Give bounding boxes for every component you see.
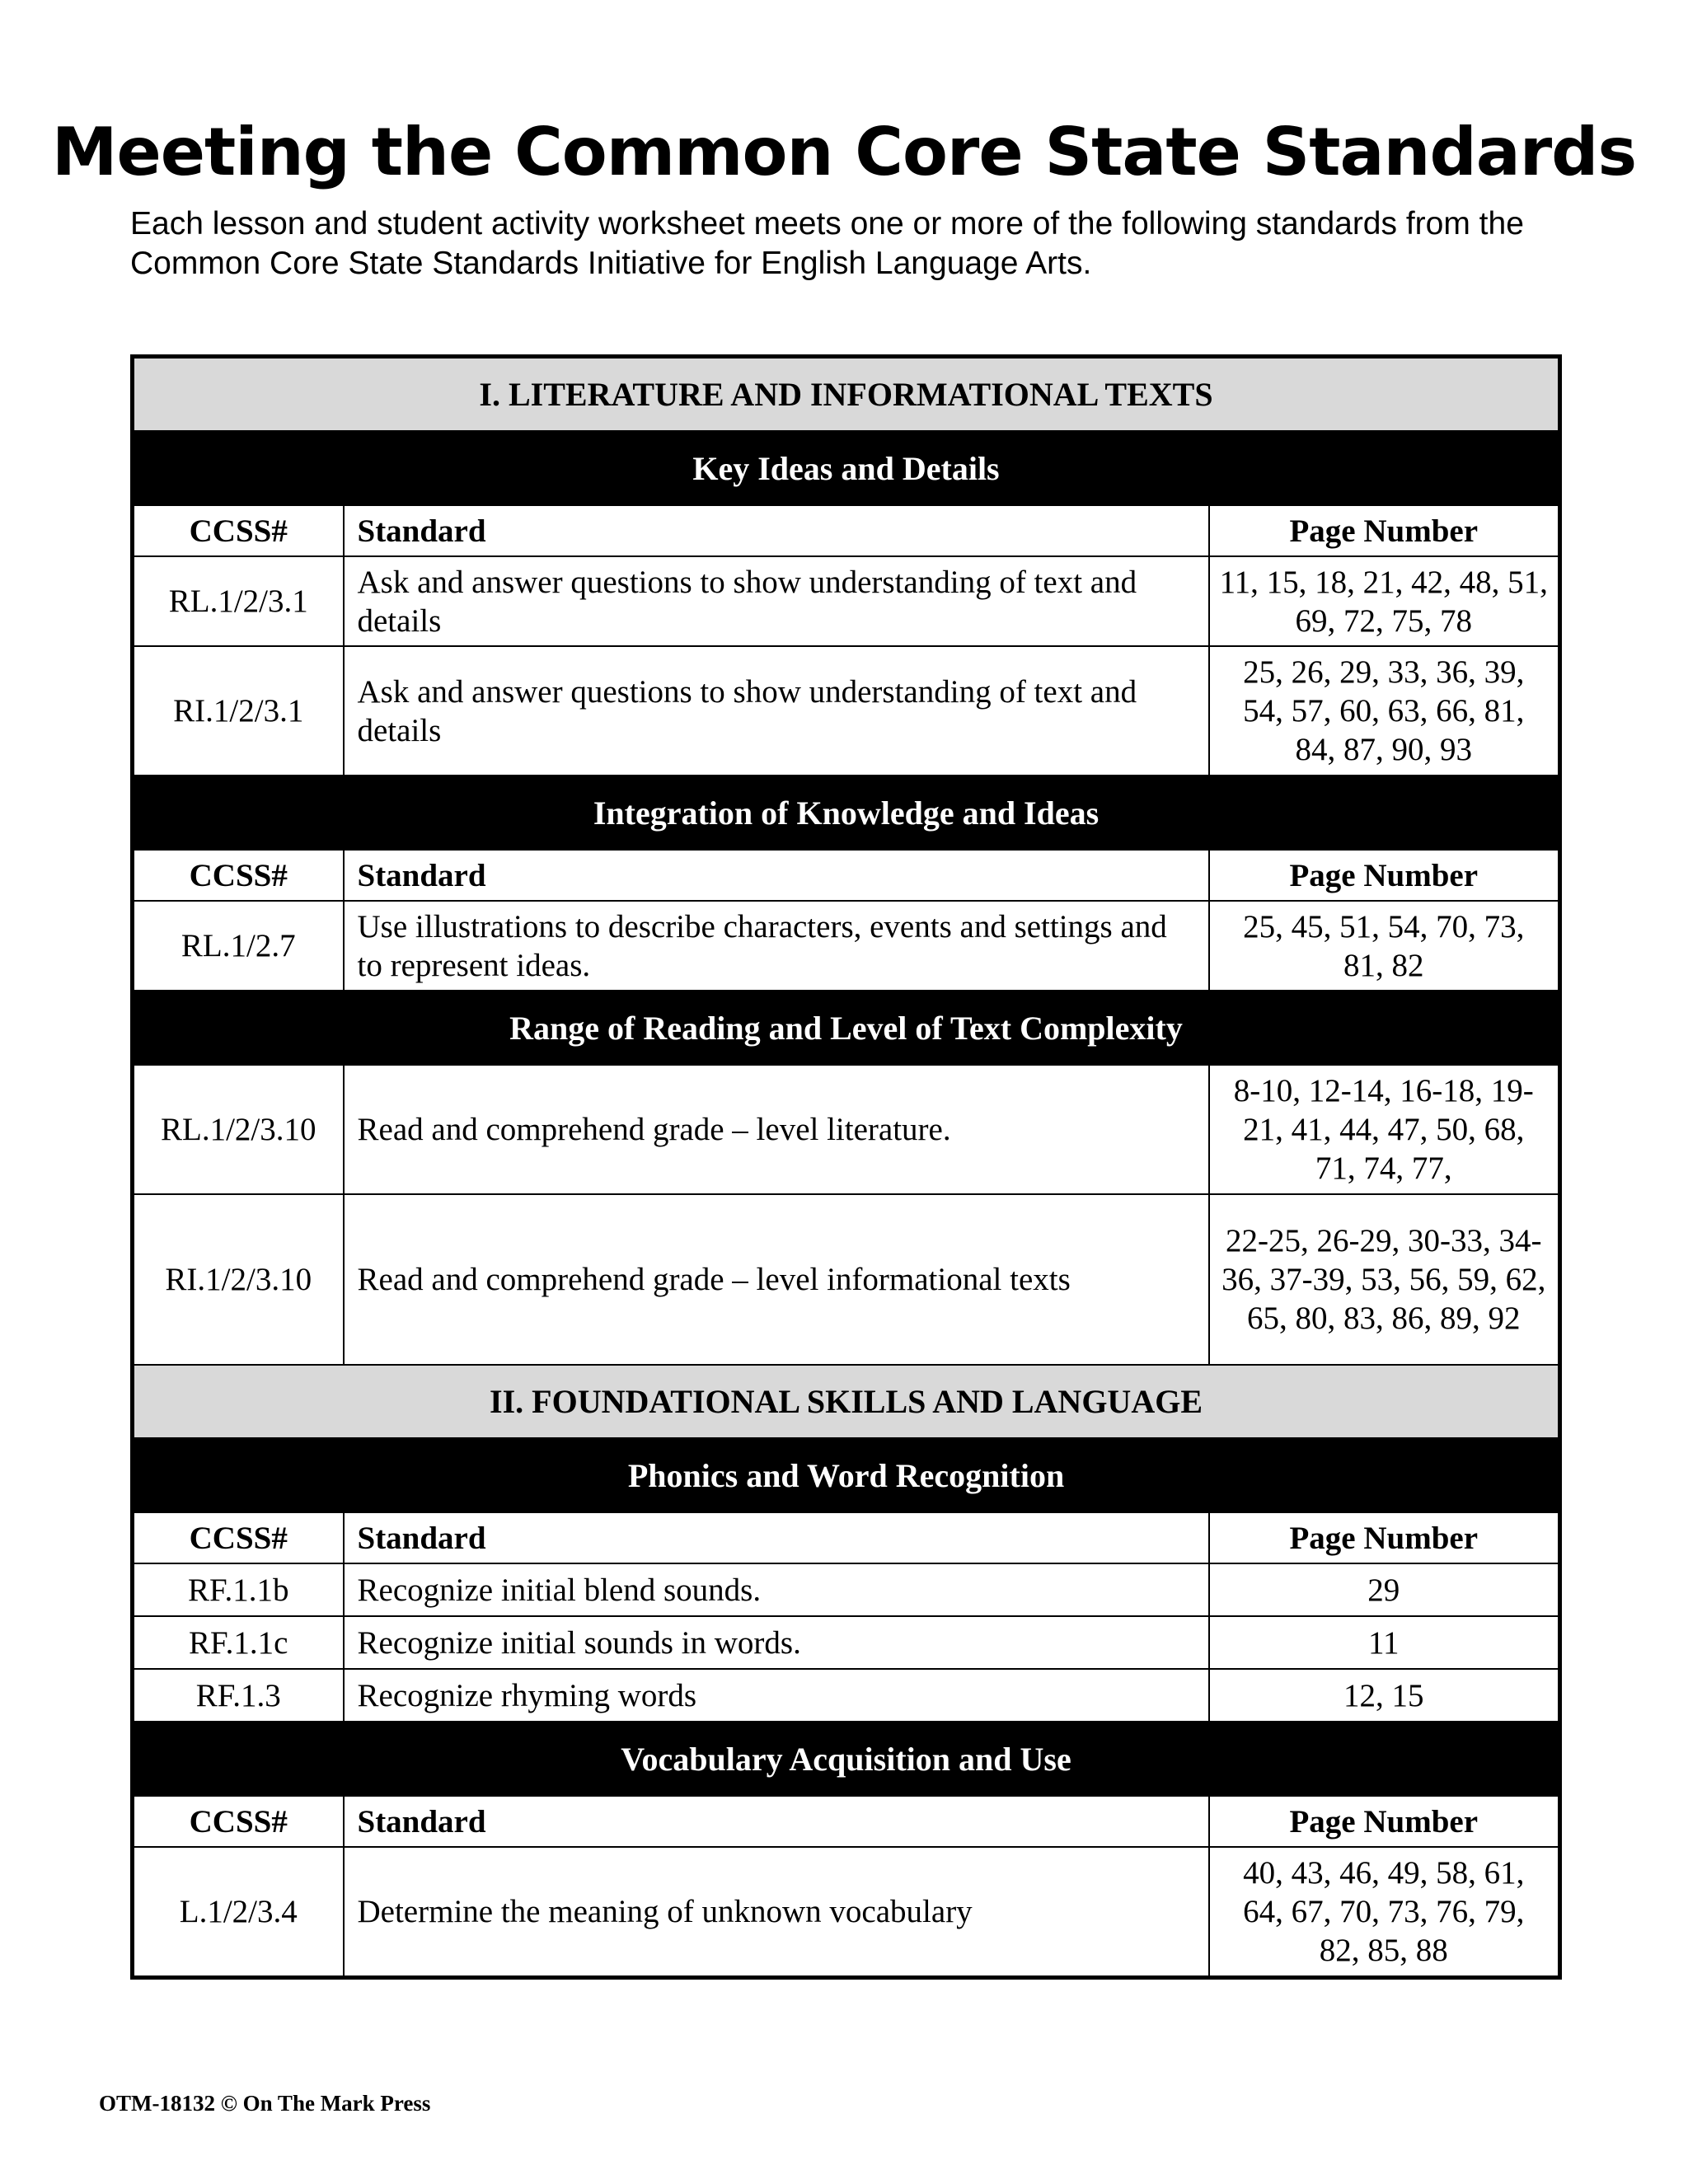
column-header-page: Page Number: [1209, 850, 1560, 901]
column-header-page: Page Number: [1209, 505, 1560, 556]
standard-cell: Recognize rhyming words: [344, 1669, 1209, 1722]
table-row: [133, 1669, 1560, 1722]
column-header-ccss: CCSS#: [133, 850, 344, 901]
table-row: [133, 1616, 1560, 1669]
group-header: [133, 1722, 1560, 1796]
group-title: Integration of Knowledge and Ideas: [133, 776, 1560, 850]
table-row: [133, 1563, 1560, 1616]
column-header-standard: Standard: [344, 850, 1209, 901]
ccss-cell: RL.1/2.7: [133, 901, 344, 991]
pages-cell: 12, 15: [1209, 1669, 1560, 1722]
table-row: [133, 556, 1560, 646]
table-row: [133, 1194, 1560, 1365]
part-header: [133, 357, 1560, 432]
part-title: I. LITERATURE AND INFORMATIONAL TEXTS: [133, 357, 1560, 432]
column-header-page: Page Number: [1209, 1796, 1560, 1847]
group-header: [133, 776, 1560, 850]
pages-cell: 29: [1209, 1563, 1560, 1616]
group-title: Key Ideas and Details: [133, 431, 1560, 505]
page-title: Meeting the Common Core State Standards: [51, 114, 1637, 190]
column-header-row: [133, 850, 1560, 901]
intro-paragraph: Each lesson and student activity worksheet meets one or more of the following standards from the Common Core State Standards Initiative for English Language Arts.: [130, 206, 1524, 281]
column-header-standard: Standard: [344, 1512, 1209, 1563]
table-row: [133, 1847, 1560, 1978]
pages-cell: 40, 43, 46, 49, 58, 61, 64, 67, 70, 73, 76, 79, 82, 85, 88: [1209, 1847, 1560, 1978]
standard-cell: Use illustrations to describe characters, events and settings and to represent ideas.: [344, 901, 1209, 991]
standard-cell: Ask and answer questions to show understanding of text and details: [344, 646, 1209, 776]
group-header: [133, 991, 1560, 1065]
column-header-page: Page Number: [1209, 1512, 1560, 1563]
table-row: [133, 1065, 1560, 1194]
column-header-row: [133, 1796, 1560, 1847]
standard-cell: Recognize initial sounds in words.: [344, 1616, 1209, 1669]
pages-cell: 22-25, 26-29, 30-33, 34-36, 37-39, 53, 56, 59, 62, 65, 80, 83, 86, 89, 92: [1209, 1194, 1560, 1365]
ccss-cell: L.1/2/3.4: [133, 1847, 344, 1978]
standard-cell: Read and comprehend grade – level literature.: [344, 1065, 1209, 1194]
group-title: Vocabulary Acquisition and Use: [133, 1722, 1560, 1796]
part-title: II. FOUNDATIONAL SKILLS AND LANGUAGE: [133, 1365, 1560, 1438]
standards-table: [130, 354, 1562, 1980]
column-header-row: [133, 1512, 1560, 1563]
ccss-cell: RF.1.3: [133, 1669, 344, 1722]
standard-cell: Recognize initial blend sounds.: [344, 1563, 1209, 1616]
column-header-ccss: CCSS#: [133, 1512, 344, 1563]
column-header-ccss: CCSS#: [133, 1796, 344, 1847]
column-header-ccss: CCSS#: [133, 505, 344, 556]
group-header: [133, 1438, 1560, 1512]
pages-cell: 25, 45, 51, 54, 70, 73, 81, 82: [1209, 901, 1560, 991]
standard-cell: Read and comprehend grade – level informational texts: [344, 1194, 1209, 1365]
table-row: [133, 646, 1560, 776]
part-header: [133, 1365, 1560, 1438]
pages-cell: 25, 26, 29, 33, 36, 39, 54, 57, 60, 63, 66, 81, 84, 87, 90, 93: [1209, 646, 1560, 776]
ccss-cell: RL.1/2/3.1: [133, 556, 344, 646]
group-title: Phonics and Word Recognition: [133, 1438, 1560, 1512]
group-title: Range of Reading and Level of Text Complexity: [133, 991, 1560, 1065]
standard-cell: Determine the meaning of unknown vocabulary: [344, 1847, 1209, 1978]
ccss-cell: RF.1.1c: [133, 1616, 344, 1669]
group-header: [133, 431, 1560, 505]
ccss-cell: RI.1/2/3.1: [133, 646, 344, 776]
pages-cell: 8-10, 12-14, 16-18, 19-21, 41, 44, 47, 50, 68, 71, 74, 77,: [1209, 1065, 1560, 1194]
ccss-cell: RF.1.1b: [133, 1563, 344, 1616]
ccss-cell: RI.1/2/3.10: [133, 1194, 344, 1365]
column-header-standard: Standard: [344, 1796, 1209, 1847]
column-header-standard: Standard: [344, 505, 1209, 556]
pages-cell: 11: [1209, 1616, 1560, 1669]
standard-cell: Ask and answer questions to show understanding of text and details: [344, 556, 1209, 646]
ccss-cell: RL.1/2/3.10: [133, 1065, 344, 1194]
copyright-footer: OTM-18132 © On The Mark Press: [99, 2091, 431, 2116]
table-row: [133, 901, 1560, 991]
pages-cell: 11, 15, 18, 21, 42, 48, 51, 69, 72, 75, 78: [1209, 556, 1560, 646]
column-header-row: [133, 505, 1560, 556]
